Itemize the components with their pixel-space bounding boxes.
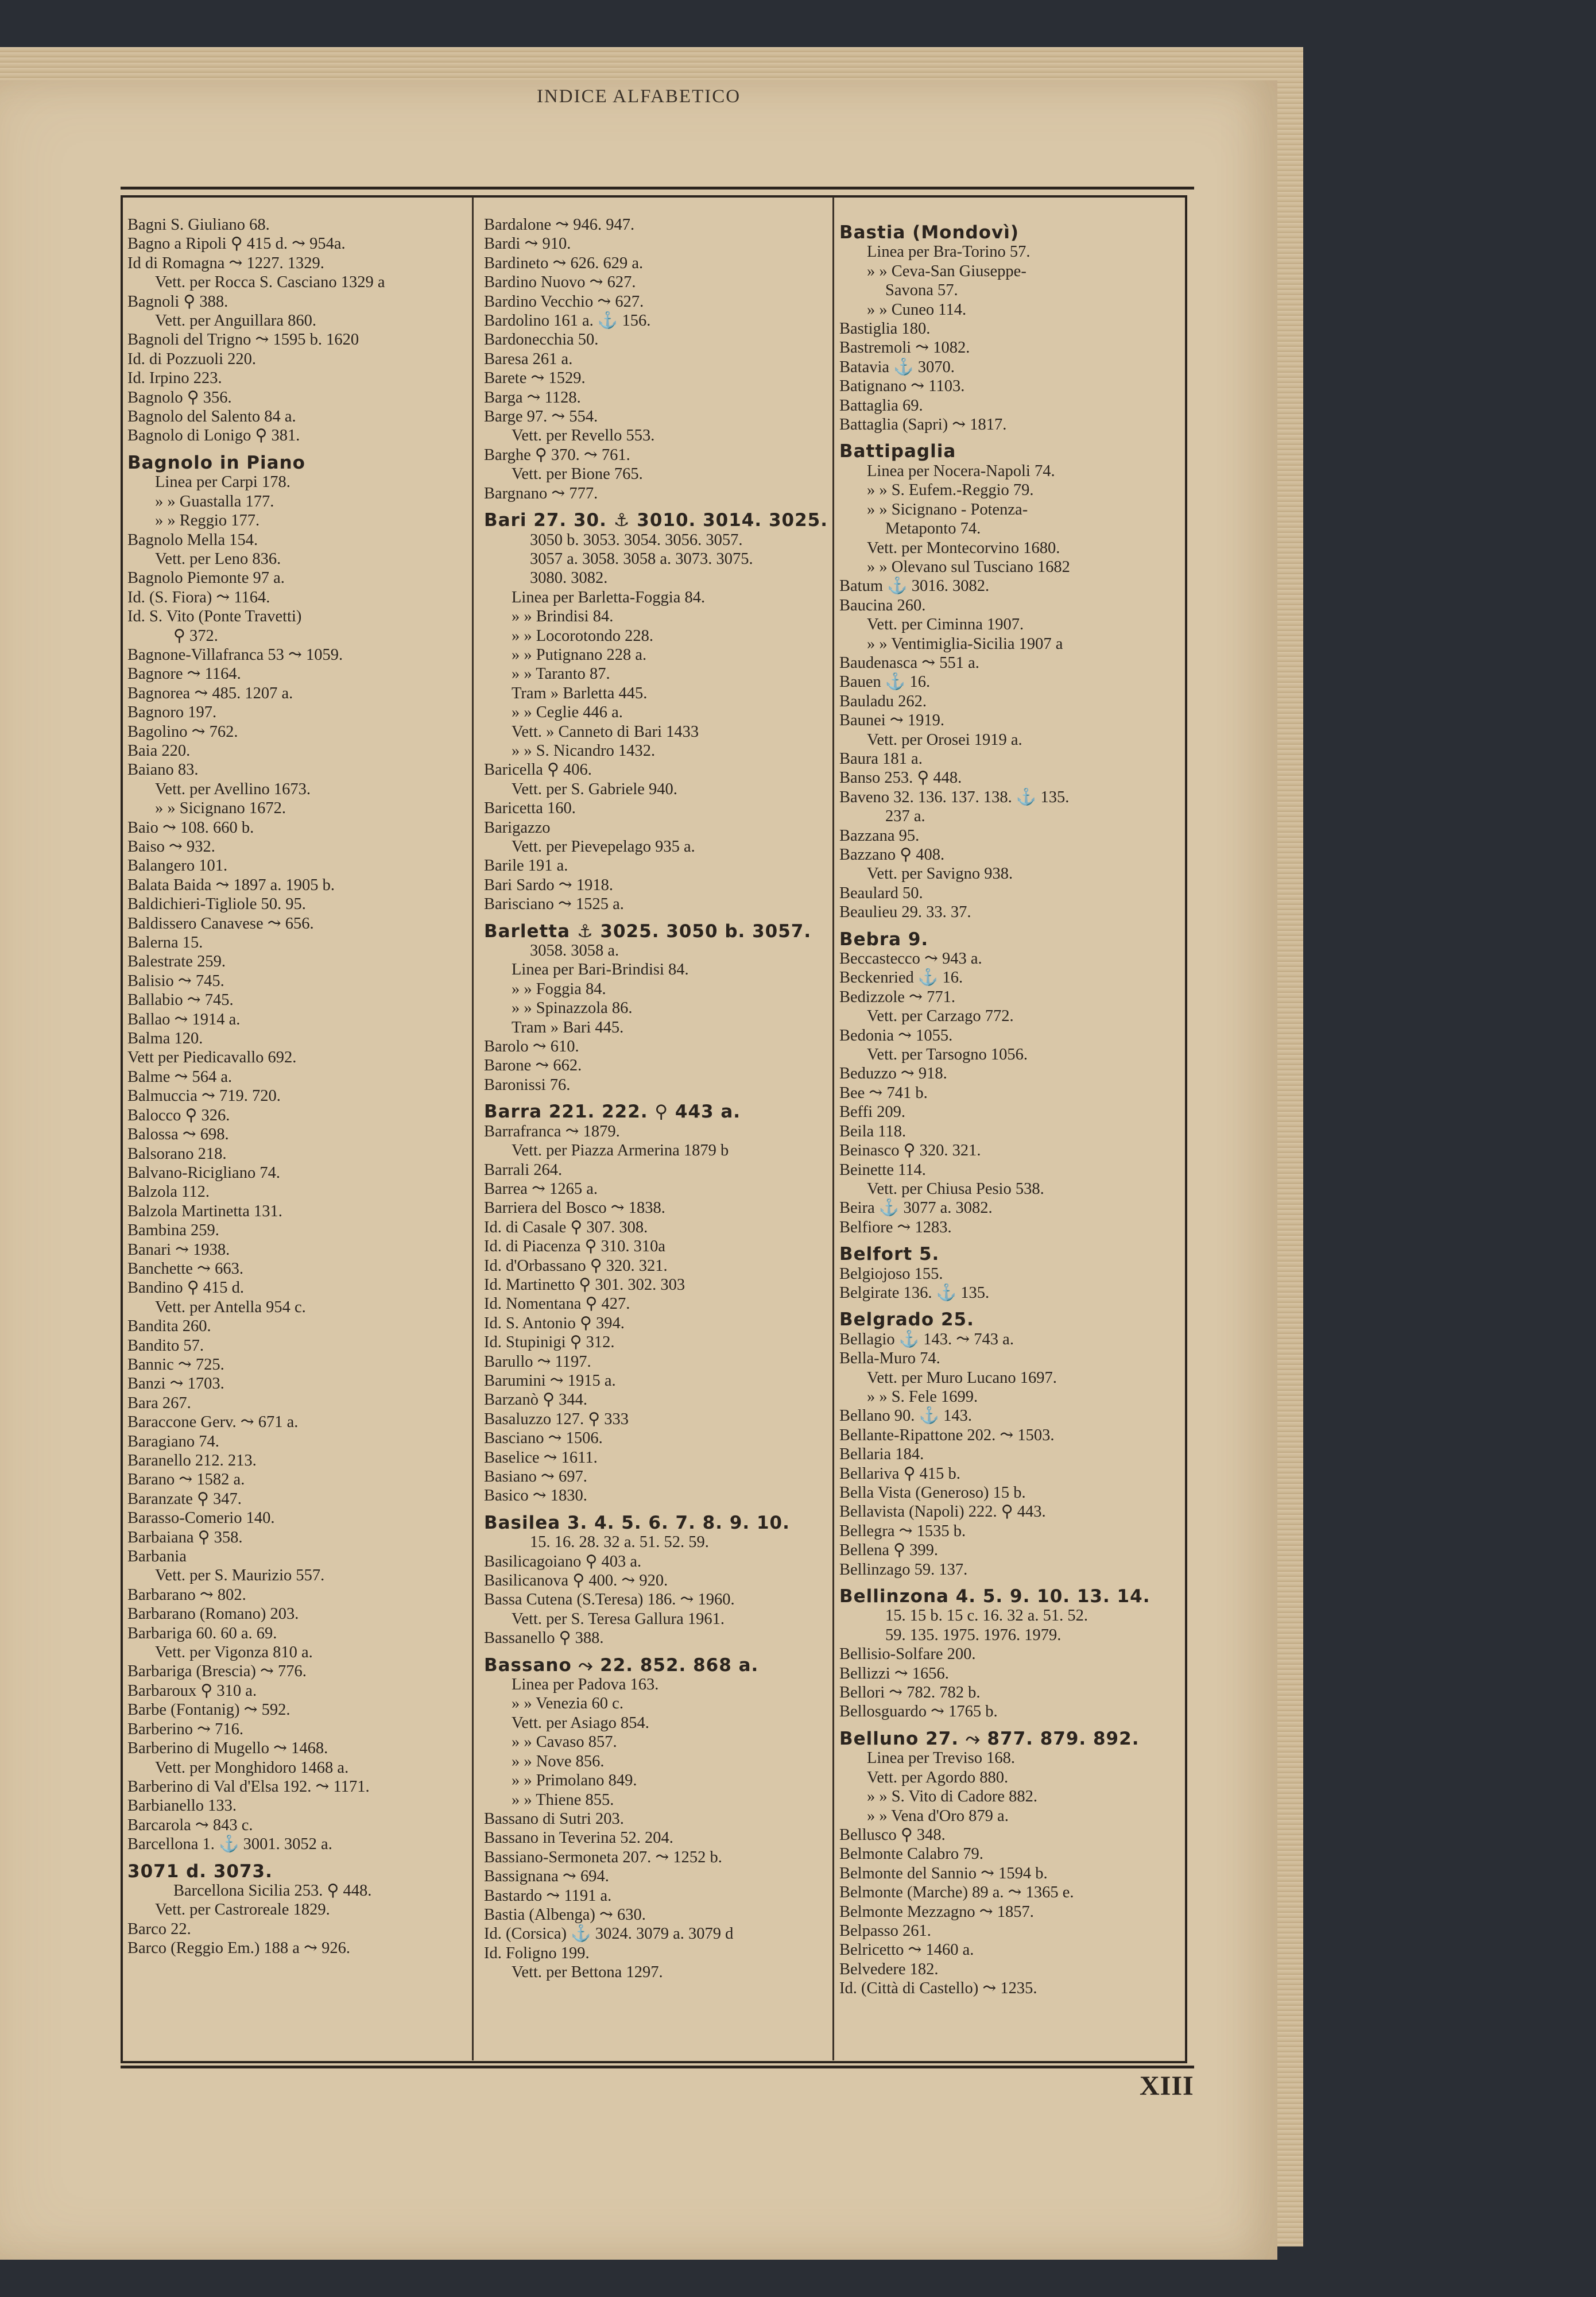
index-entry: Bastiglia 180. <box>839 320 931 338</box>
index-entry: Bastia (Mondovì) <box>839 223 1020 243</box>
index-entry: Bellano 90. ⚓ 143. <box>839 1407 973 1425</box>
index-entry: Basilicagoiano ⚲ 403 a. <box>484 1552 642 1571</box>
index-entry: Balmuccia ⤳ 719. 720. <box>127 1087 281 1105</box>
index-entry: Bandito 57. <box>127 1336 204 1355</box>
index-entry: Bagnolo in Piano <box>127 453 305 473</box>
index-entry: Linea per Carpi 178. <box>155 473 290 492</box>
index-entry: Vett. per Agordo 880. <box>867 1768 1009 1786</box>
index-entry: Bellori ⤳ 782. 782 b. <box>839 1684 981 1702</box>
index-entry: Barrea ⤳ 1265 a. <box>484 1180 598 1198</box>
index-entry: Baranello 212. 213. <box>127 1452 257 1470</box>
index-entry: Bellegra ⤳ 1535 b. <box>839 1522 966 1540</box>
index-entry: Bannic ⤳ 725. <box>127 1355 224 1374</box>
index-entry: Barbaiana ⚲ 358. <box>127 1528 243 1546</box>
index-entry: Bagnolo Piemonte 97 a. <box>127 569 285 587</box>
index-entry: Barbarano (Romano) 203. <box>127 1605 299 1623</box>
index-column-3 <box>839 215 1192 1998</box>
index-entry: Bardolino 161 a. ⚓ 156. <box>484 312 651 330</box>
index-entry: Vett. per Leno 836. <box>155 550 281 568</box>
index-entry: Bagnore ⤳ 1164. <box>127 665 241 683</box>
index-entry: Bagno a Ripoli ⚲ 415 d. ⤳ 954a. <box>127 235 346 253</box>
index-entry: Vett. per Bione 765. <box>512 465 643 484</box>
index-entry: Vett. per Antella 954 c. <box>155 1298 306 1316</box>
index-entry: Baia 220. <box>127 741 191 760</box>
index-entry: Bellavista (Napoli) 222. ⚲ 443. <box>839 1503 1046 1521</box>
index-entry: Bellagio ⚓ 143. ⤳ 743 a. <box>839 1330 1014 1348</box>
index-entry: Barbaroux ⚲ 310 a. <box>127 1681 257 1700</box>
page-number: XIII <box>1140 2071 1194 2101</box>
index-entry: Vett. per Pievepelago 935 a. <box>512 838 695 856</box>
index-entry: Beinette 114. <box>839 1161 926 1179</box>
index-entry: Vett. per Ciminna 1907. <box>867 616 1024 634</box>
index-entry: Barone ⤳ 662. <box>484 1057 582 1075</box>
index-entry: » » Vena d'Oro 879 a. <box>867 1807 1009 1825</box>
index-entry: » » Ceglie 446 a. <box>512 703 623 722</box>
index-entry: Balvano-Ricigliano 74. <box>127 1163 280 1182</box>
index-entry: Bargnano ⤳ 777. <box>484 484 598 502</box>
index-entry: Beccastecco ⤳ 943 a. <box>839 950 982 968</box>
index-entry: Bellena ⚲ 399. <box>839 1541 939 1560</box>
index-entry: Baranzate ⚲ 347. <box>127 1490 242 1508</box>
index-entry: Id. di Piacenza ⚲ 310. 310a <box>484 1238 666 1256</box>
index-entry: Barolo ⤳ 610. <box>484 1038 579 1056</box>
index-entry: Vett. per Bettona 1297. <box>512 1963 663 1982</box>
index-entry: Basciano ⤳ 1506. <box>484 1429 603 1448</box>
index-entry: Bellosguardo ⤳ 1765 b. <box>839 1703 998 1721</box>
index-entry: Id. Nomentana ⚲ 427. <box>484 1295 630 1313</box>
index-entry: Baunei ⤳ 1919. <box>839 711 944 730</box>
index-entry: Belpasso 261. <box>839 1921 931 1940</box>
index-entry: Balsorano 218. <box>127 1144 227 1163</box>
index-entry: » » Primolano 849. <box>512 1772 637 1790</box>
index-entry: Bagnolo del Salento 84 a. <box>127 408 296 426</box>
index-entry: Barile 191 a. <box>484 857 568 875</box>
index-entry: » » Reggio 177. <box>155 512 260 530</box>
index-column-2 <box>484 215 837 1982</box>
index-entry: » » Cuneo 114. <box>867 300 967 319</box>
index-entry: Bazzano ⚲ 408. <box>839 846 945 864</box>
index-entry: » » S. Fele 1699. <box>867 1387 978 1406</box>
index-entry: 3071 d. 3073. <box>127 1862 273 1881</box>
index-entry: Battipaglia <box>839 442 956 462</box>
index-entry: Barrafranca ⤳ 1879. <box>484 1122 620 1140</box>
index-entry: Barbarano ⤳ 802. <box>127 1586 246 1604</box>
index-entry: Id. S. Vito (Ponte Travetti) <box>127 608 302 626</box>
index-entry: Barbania <box>127 1548 187 1566</box>
index-entry: Bardino Vecchio ⤳ 627. <box>484 292 644 311</box>
index-entry: » » Guastalla 177. <box>155 492 274 511</box>
index-entry: Baldissero Canavese ⤳ 656. <box>127 914 314 933</box>
index-entry: Linea per Bra-Torino 57. <box>867 243 1031 261</box>
index-entry: Belluno 27. ⤳ 877. 879. 892. <box>839 1729 1140 1749</box>
index-entry: Barghe ⚲ 370. ⤳ 761. <box>484 446 630 464</box>
index-entry: Bebra 9. <box>839 930 929 950</box>
index-entry: Balzola 112. <box>127 1183 210 1201</box>
index-entry: Id. Stupinigi ⚲ 312. <box>484 1333 615 1352</box>
index-entry: Banso 253. ⚲ 448. <box>839 769 962 787</box>
index-entry: 237 a. <box>885 807 925 826</box>
index-entry: Basilea 3. 4. 5. 6. 7. 8. 9. 10. <box>484 1513 790 1533</box>
index-entry: Batavia ⚓ 3070. <box>839 358 955 376</box>
index-entry: Balme ⤳ 564 a. <box>127 1068 233 1086</box>
index-entry: » » Olevano sul Tusciano 1682 <box>867 558 1070 576</box>
index-entry: Bassignana ⤳ 694. <box>484 1867 609 1886</box>
index-entry: Barbariga (Brescia) ⤳ 776. <box>127 1662 307 1681</box>
index-entry: Bagolino ⤳ 762. <box>127 722 238 741</box>
index-entry: Baselice ⤳ 1611. <box>484 1448 598 1467</box>
index-entry: Vett. per Monghidoro 1468 a. <box>155 1758 349 1777</box>
index-entry: Barisciano ⤳ 1525 a. <box>484 895 624 914</box>
index-entry: Ballao ⤳ 1914 a. <box>127 1010 241 1028</box>
index-entry: Bagnolo Mella 154. <box>127 531 258 549</box>
index-entry: 3050 b. 3053. 3054. 3056. 3057. <box>530 531 743 549</box>
index-entry: Id. Martinetto ⚲ 301. 302. 303 <box>484 1275 685 1294</box>
index-entry: Beinasco ⚲ 320. 321. <box>839 1142 981 1160</box>
index-entry: Barletta ⚓ 3025. 3050 b. 3057. <box>484 922 812 942</box>
index-entry: Vett. per S. Teresa Gallura 1961. <box>512 1610 725 1628</box>
index-entry: » » Sicignano 1672. <box>155 799 286 818</box>
top-rule <box>121 187 1194 190</box>
index-entry: Bassa Cutena (S.Teresa) 186. ⤳ 1960. <box>484 1591 735 1609</box>
index-entry: Barcarola ⤳ 843 c. <box>127 1816 253 1834</box>
index-entry: Tram » Bari 445. <box>512 1018 624 1037</box>
index-entry: Bellusco ⚲ 348. <box>839 1826 946 1844</box>
index-entry: » » S. Eufem.-Reggio 79. <box>867 481 1034 500</box>
index-entry: Vett. » Canneto di Bari 1433 <box>512 722 699 741</box>
index-entry: Linea per Barletta-Foggia 84. <box>512 588 706 606</box>
index-entry: » » Taranto 87. <box>512 665 610 683</box>
index-entry: Belgirate 136. ⚓ 135. <box>839 1283 990 1302</box>
index-entry: Baura 181 a. <box>839 749 923 768</box>
index-entry: Barco (Reggio Em.) 188 a ⤳ 926. <box>127 1939 350 1958</box>
index-entry: Bassanello ⚲ 388. <box>484 1629 604 1648</box>
index-entry: Vett. per Orosei 1919 a. <box>867 730 1022 749</box>
index-entry: Belfiore ⤳ 1283. <box>839 1218 952 1236</box>
index-entry: » » Nove 856. <box>512 1752 605 1770</box>
index-entry: Bagnolo di Lonigo ⚲ 381. <box>127 427 300 445</box>
index-entry: Linea per Bari-Brindisi 84. <box>512 961 689 979</box>
index-entry: Barbariga 60. 60 a. 69. <box>127 1624 277 1642</box>
index-entry: Baiano 83. <box>127 761 199 779</box>
index-entry: » » Cavaso 857. <box>512 1733 617 1751</box>
index-entry: Id. d'Orbassano ⚲ 320. 321. <box>484 1256 668 1275</box>
index-entry: Bardino Nuovo ⤳ 627. <box>484 273 636 292</box>
index-entry: Bandino ⚲ 415 d. <box>127 1279 244 1297</box>
index-entry: Savona 57. <box>885 281 958 300</box>
running-head: INDICE ALFABETICO <box>536 86 741 107</box>
index-entry: Barco 22. <box>127 1920 191 1938</box>
index-entry: Belricetto ⤳ 1460 a. <box>839 1941 974 1959</box>
index-entry: » » S. Vito di Cadore 882. <box>867 1788 1038 1806</box>
index-entry: Bastremoli ⤳ 1082. <box>839 339 970 357</box>
index-entry: Batignano ⤳ 1103. <box>839 377 965 396</box>
index-entry: Bassano in Teverina 52. 204. <box>484 1829 673 1847</box>
index-entry: Ballabio ⤳ 745. <box>127 991 234 1010</box>
index-entry: Belgrado 25. <box>839 1310 974 1330</box>
index-entry: Balma 120. <box>127 1030 203 1048</box>
index-entry: Baucina 260. <box>839 596 926 614</box>
index-entry: » » S. Nicandro 1432. <box>512 741 656 760</box>
index-entry: Bagni S. Giuliano 68. <box>127 216 270 234</box>
index-entry: Barriera del Bosco ⤳ 1838. <box>484 1199 665 1217</box>
index-entry: Barberino ⤳ 716. <box>127 1720 243 1738</box>
index-entry: Barbianello 133. <box>127 1797 237 1815</box>
index-entry: Vett. per Piazza Armerina 1879 b <box>512 1142 729 1160</box>
index-entry: Beaulieu 29. 33. 37. <box>839 903 971 922</box>
index-entry: Bassano ⤳ 22. 852. 868 a. <box>484 1656 759 1676</box>
index-entry: Barrali 264. <box>484 1161 563 1179</box>
index-entry: » » Ventimiglia-Sicilia 1907 a <box>867 635 1063 653</box>
index-entry: Baraccone Gerv. ⤳ 671 a. <box>127 1413 299 1432</box>
index-entry: Id. (Città di Castello) ⤳ 1235. <box>839 1979 1037 1998</box>
index-entry: Bellinzago 59. 137. <box>839 1560 968 1579</box>
index-entry: Balata Baida ⤳ 1897 a. 1905 b. <box>127 876 335 894</box>
index-entry: Barberino di Val d'Elsa 192. ⤳ 1171. <box>127 1777 370 1796</box>
index-entry: Balisio ⤳ 745. <box>127 972 224 990</box>
index-entry: Bee ⤳ 741 b. <box>839 1084 928 1102</box>
index-entry: Barullo ⤳ 1197. <box>484 1352 591 1371</box>
index-entry: Bastardo ⤳ 1191 a. <box>484 1886 612 1905</box>
index-entry: 3080. 3082. <box>530 569 608 587</box>
index-entry: Bagnone-Villafranca 53 ⤳ 1059. <box>127 645 343 664</box>
index-entry: Tram » Barletta 445. <box>512 684 648 702</box>
index-entry: Baragiano 74. <box>127 1432 219 1451</box>
index-entry: Barete ⤳ 1529. <box>484 369 586 388</box>
index-entry: Linea per Treviso 168. <box>867 1749 1016 1768</box>
index-entry: Vett. per Rocca S. Casciano 1329 a <box>155 273 385 292</box>
index-entry: Bara 267. <box>127 1394 191 1412</box>
index-entry: Vett. per S. Maurizio 557. <box>155 1567 325 1585</box>
index-entry: » » Brindisi 84. <box>512 608 614 626</box>
index-entry: Barano ⤳ 1582 a. <box>127 1471 245 1489</box>
index-entry: Bagnolo ⚲ 356. <box>127 388 232 407</box>
index-entry: 3057 a. 3058. 3058 a. 3073. 3075. <box>530 550 753 568</box>
index-entry: Bagnoli del Trigno ⤳ 1595 b. 1620 <box>127 331 359 349</box>
index-entry: Belmonte Mezzagno ⤳ 1857. <box>839 1902 1034 1921</box>
index-entry: Bellariva ⚲ 415 b. <box>839 1464 960 1483</box>
index-entry: Beckenried ⚓ 16. <box>839 969 963 987</box>
index-entry: Baudenasca ⤳ 551 a. <box>839 653 979 672</box>
index-entry: Barga ⤳ 1128. <box>484 388 581 407</box>
index-entry: » » Sicignano - Potenza- <box>867 500 1028 519</box>
index-entry: Linea per Padova 163. <box>512 1676 659 1694</box>
index-entry: Belfort 5. <box>839 1245 940 1264</box>
index-entry: Barra 221. 222. ⚲ 443 a. <box>484 1103 741 1122</box>
index-entry: » » Foggia 84. <box>512 980 606 998</box>
index-entry: Barcellona Sicilia 253. ⚲ 448. <box>173 1881 372 1900</box>
index-entry: Vett. per Muro Lucano 1697. <box>867 1368 1057 1387</box>
index-entry: Vett. per Montecorvino 1680. <box>867 539 1060 557</box>
index-entry: Beduzzo ⤳ 918. <box>839 1065 947 1083</box>
index-entry: Battaglia 69. <box>839 396 923 415</box>
index-entry: Vett. per Chiusa Pesio 538. <box>867 1180 1044 1198</box>
index-entry: Bella Vista (Generoso) 15 b. <box>839 1484 1026 1502</box>
index-entry: Bauladu 262. <box>839 692 927 710</box>
index-entry: Id di Romagna ⤳ 1227. 1329. <box>127 254 324 272</box>
index-entry: Balestrate 259. <box>127 953 226 971</box>
index-entry: ⚲ 372. <box>173 627 218 645</box>
index-entry: Belgiojoso 155. <box>839 1264 943 1283</box>
index-entry: Bedizzole ⤳ 771. <box>839 988 955 1006</box>
index-entry: Barge 97. ⤳ 554. <box>484 408 598 426</box>
index-entry: » » Venezia 60 c. <box>512 1695 623 1713</box>
index-entry: Bellizzi ⤳ 1656. <box>839 1664 949 1683</box>
index-entry: Vett. per Avellino 1673. <box>155 780 311 798</box>
index-entry: Barzanò ⚲ 344. <box>484 1391 587 1409</box>
index-entry: Vett. per Revello 553. <box>512 427 655 445</box>
index-entry: Baio ⤳ 108. 660 b. <box>127 818 254 837</box>
index-entry: Beila 118. <box>839 1122 907 1140</box>
index-entry: Beffi 209. <box>839 1103 906 1122</box>
index-entry: Barasso-Comerio 140. <box>127 1509 275 1528</box>
index-column-1 <box>127 215 481 1958</box>
index-entry: Banchette ⤳ 663. <box>127 1259 243 1278</box>
index-entry: » » Spinazzola 86. <box>512 999 633 1018</box>
index-entry: Id. Irpino 223. <box>127 369 222 388</box>
index-entry: 15. 15 b. 15 c. 16. 32 a. 51. 52. <box>885 1607 1088 1625</box>
index-entry: Beira ⚓ 3077 a. 3082. <box>839 1199 993 1217</box>
index-entry: Bella-Muro 74. <box>839 1349 940 1368</box>
index-entry: Basaluzzo 127. ⚲ 333 <box>484 1410 629 1428</box>
index-entry: Id. S. Antonio ⚲ 394. <box>484 1314 625 1332</box>
index-entry: Baresa 261 a. <box>484 350 573 368</box>
index-entry: Bedonia ⤳ 1055. <box>839 1026 953 1045</box>
index-entry: Vett. per Vigonza 810 a. <box>155 1644 313 1662</box>
index-entry: Barigazzo <box>484 818 551 837</box>
index-entry: Baricella ⚲ 406. <box>484 761 592 779</box>
index-entry: 15. 16. 28. 32 a. 51. 52. 59. <box>530 1533 709 1552</box>
index-entry: Id. Foligno 199. <box>484 1944 590 1962</box>
index-entry: Bari Sardo ⤳ 1918. <box>484 876 613 894</box>
index-entry: Balocco ⚲ 326. <box>127 1106 230 1124</box>
index-entry: Batum ⚓ 3016. 3082. <box>839 577 990 595</box>
index-entry: 59. 135. 1975. 1976. 1979. <box>885 1626 1062 1644</box>
index-entry: Bardi ⤳ 910. <box>484 235 571 253</box>
index-entry: Belvedere 182. <box>839 1960 939 1978</box>
index-entry: Basiano ⤳ 697. <box>484 1468 587 1486</box>
index-entry: 3058. 3058 a. <box>530 942 619 960</box>
index-entry: Baveno 32. 136. 137. 138. ⚓ 135. <box>839 788 1070 806</box>
index-entry: Bandita 260. <box>127 1317 211 1336</box>
bottom-rule <box>121 2066 1194 2068</box>
index-entry: Balossa ⤳ 698. <box>127 1126 229 1144</box>
index-entry: » » Locorotondo 228. <box>512 627 653 645</box>
index-entry: Barcellona 1. ⚓ 3001. 3052 a. <box>127 1835 332 1854</box>
index-entry: Barberino di Mugello ⤳ 1468. <box>127 1739 328 1758</box>
index-entry: Balzola Martinetta 131. <box>127 1202 282 1220</box>
index-entry: » » Thiene 855. <box>512 1791 614 1809</box>
index-entry: Bellinzona 4. 5. 9. 10. 13. 14. <box>839 1587 1150 1607</box>
index-entry: Banzi ⤳ 1703. <box>127 1375 224 1393</box>
index-entry: Vett. per Asiago 854. <box>512 1714 649 1732</box>
index-entry: Banari ⤳ 1938. <box>127 1240 230 1259</box>
index-entry: Battaglia (Sapri) ⤳ 1817. <box>839 416 1007 434</box>
index-entry: Id. di Pozzuoli 220. <box>127 350 257 368</box>
index-entry: Bazzana 95. <box>839 826 920 845</box>
index-entry: Baldichieri-Tigliole 50. 95. <box>127 895 306 914</box>
index-entry: » » Ceva-San Giuseppe- <box>867 262 1026 280</box>
index-entry: Bauen ⚓ 16. <box>839 673 931 691</box>
index-entry: Belmonte (Marche) 89 a. ⤳ 1365 e. <box>839 1884 1074 1902</box>
index-entry: Vett. per Savigno 938. <box>867 865 1013 883</box>
index-entry: Belmonte Calabro 79. <box>839 1845 983 1863</box>
index-entry: Belmonte del Sannio ⤳ 1594 b. <box>839 1864 1048 1882</box>
index-entry: Vett per Piedicavallo 692. <box>127 1049 297 1067</box>
index-entry: Basico ⤳ 1830. <box>484 1487 587 1505</box>
index-entry: Barbe (Fontanig) ⤳ 592. <box>127 1701 290 1719</box>
index-entry: Baronissi 76. <box>484 1076 571 1094</box>
index-entry: Bambina 259. <box>127 1221 219 1240</box>
index-entry: Bagnoli ⚲ 388. <box>127 292 228 311</box>
index-entry: » » Putignano 228 a. <box>512 645 647 664</box>
index-entry: Linea per Nocera-Napoli 74. <box>867 462 1055 480</box>
index-entry: Bari 27. 30. ⚓ 3010. 3014. 3025. <box>484 511 828 531</box>
index-entry: Beaulard 50. <box>839 884 923 902</box>
index-entry: Bardineto ⤳ 626. 629 a. <box>484 254 644 272</box>
index-entry: Vett. per S. Gabriele 940. <box>512 780 677 798</box>
index-entry: Metaponto 74. <box>885 520 981 538</box>
index-entry: Bagnorea ⤳ 485. 1207 a. <box>127 684 293 702</box>
index-entry: Bardalone ⤳ 946. 947. <box>484 216 635 234</box>
index-entry: Baricetta 160. <box>484 799 576 818</box>
index-entry: Bagnoro 197. <box>127 703 217 722</box>
index-entry: Vett. per Anguillara 860. <box>155 312 316 330</box>
index-entry: Id. di Casale ⚲ 307. 308. <box>484 1218 648 1236</box>
index-entry: Barumini ⤳ 1915 a. <box>484 1371 616 1390</box>
index-entry: Balangero 101. <box>127 857 228 875</box>
index-entry: Id. (Corsica) ⚓ 3024. 3079 a. 3079 d <box>484 1925 734 1943</box>
index-entry: Vett. per Tarsogno 1056. <box>867 1046 1028 1064</box>
index-entry: Id. (S. Fiora) ⤳ 1164. <box>127 588 270 606</box>
index-entry: Bellisio-Solfare 200. <box>839 1645 976 1664</box>
index-entry: Bellante-Ripattone 202. ⤳ 1503. <box>839 1426 1055 1444</box>
index-entry: Basilicanova ⚲ 400. ⤳ 920. <box>484 1572 668 1590</box>
index-entry: Bardonecchia 50. <box>484 331 599 349</box>
index-entry: Vett. per Castroreale 1829. <box>155 1901 330 1919</box>
index-entry: Baiso ⤳ 932. <box>127 838 215 856</box>
index-entry: Bassano di Sutri 203. <box>484 1809 624 1828</box>
index-entry: Vett. per Carzago 772. <box>867 1007 1014 1026</box>
index-entry: Bastia (Albenga) ⤳ 630. <box>484 1905 646 1924</box>
index-entry: Bellaria 184. <box>839 1445 924 1464</box>
index-entry: Balerna 15. <box>127 934 203 952</box>
index-entry: Bassiano-Sermoneta 207. ⤳ 1252 b. <box>484 1848 722 1866</box>
